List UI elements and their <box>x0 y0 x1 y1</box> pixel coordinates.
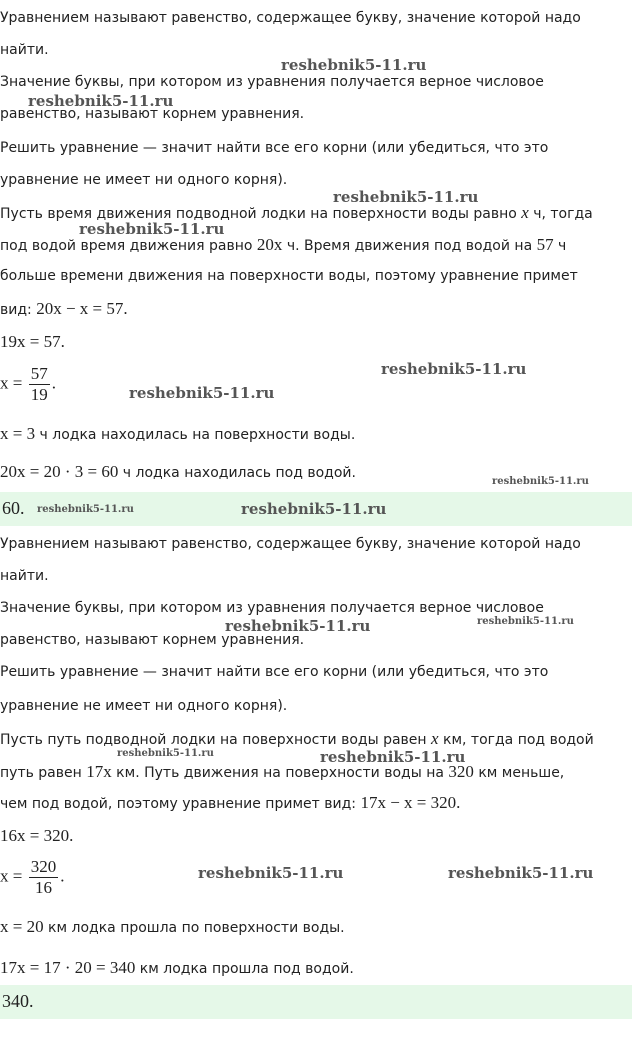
math-var: x <box>521 203 529 222</box>
text: ч лодка находилась под водой. <box>118 465 356 481</box>
watermark: reshebnik5-11.ru <box>320 748 466 766</box>
definition-root-cont: равенство, называют корнем уравнения. <box>0 106 305 122</box>
result-line-2 <box>0 462 356 482</box>
definition-root: Значение буквы, при котором из уравнения получается верное числовое <box>0 74 544 90</box>
text: ч. Время движения под водой на <box>282 238 537 254</box>
text: ч <box>553 238 567 254</box>
watermark: reshebnik5-11.ru <box>117 748 214 759</box>
text: чем под водой, поэтому уравнение примет вид: <box>0 796 361 812</box>
text: Пусть время движения подводной лодки на поверхности воды равно <box>0 206 522 222</box>
math-expr: 20x = 20 · 3 = 60 <box>0 462 119 481</box>
definition-equation-cont: найти. <box>0 568 49 584</box>
math-lhs: x = <box>0 866 23 886</box>
watermark: reshebnik5-11.ru <box>79 220 225 238</box>
math-number: 320 <box>448 762 474 781</box>
definition-equation-cont: найти. <box>0 42 49 58</box>
fraction-numerator: 57 <box>30 364 48 383</box>
definition-solve-cont: уравнение не имеет ни одного корня). <box>0 172 288 188</box>
math-expr: x = 20 <box>0 917 44 936</box>
result-line-1 <box>0 424 355 444</box>
watermark: reshebnik5-11.ru <box>241 500 387 518</box>
equation-step-1: 19x = 57. <box>0 332 65 351</box>
definition-solve: Решить уравнение — значит найти все его корни (или убедиться, что это <box>0 664 549 680</box>
watermark: reshebnik5-11.ru <box>448 864 594 882</box>
equation-step-2 <box>0 857 65 898</box>
text: км лодка прошла под водой. <box>135 961 354 977</box>
problem-line-1 <box>0 729 594 749</box>
watermark: reshebnik5-11.ru <box>198 864 344 882</box>
fraction-denominator: 16 <box>35 878 53 897</box>
math-expr: 17x = 17 · 20 = 340 <box>0 958 136 977</box>
text: км меньше, <box>473 765 565 781</box>
problem-line-4 <box>0 299 128 319</box>
watermark: reshebnik5-11.ru <box>225 617 371 635</box>
problem-line-3 <box>0 793 460 813</box>
math-equation: 17x − x = 320. <box>360 793 461 812</box>
problem-line-3: больше времени движения на поверхности воды, поэтому уравнение примет <box>0 268 578 284</box>
watermark: reshebnik5-11.ru <box>333 188 479 206</box>
watermark: reshebnik5-11.ru <box>28 92 174 110</box>
answer-box <box>0 985 632 1019</box>
text: ч лодка находилась на поверхности воды. <box>35 427 356 443</box>
problem-line-2 <box>0 235 566 255</box>
watermark: reshebnik5-11.ru <box>381 360 527 378</box>
answer-value: 340. <box>2 991 34 1011</box>
math-period: . <box>51 373 57 393</box>
fraction-denominator: 19 <box>30 385 48 404</box>
watermark: reshebnik5-11.ru <box>129 384 275 402</box>
equation-step-1: 16x = 320. <box>0 826 74 845</box>
definition-root: Значение буквы, при котором из уравнения получается верное числовое <box>0 600 544 616</box>
definition-solve: Решить уравнение — значит найти все его корни (или убедиться, что это <box>0 140 549 156</box>
definition-root-cont: равенство, называют корнем уравнения. <box>0 632 305 648</box>
text: под водой время движения равно <box>0 238 257 254</box>
fraction-numerator: 320 <box>30 857 57 876</box>
definition-equation: Уравнением называют равенство, содержащее букву, значение которой надо <box>0 536 581 552</box>
result-line-2 <box>0 958 354 978</box>
math-var: x <box>431 729 439 748</box>
math-lhs: x = <box>0 373 23 393</box>
text: км, тогда под водой <box>438 732 594 748</box>
text: км. Путь движения на поверхности воды на <box>111 765 449 781</box>
watermark: reshebnik5-11.ru <box>281 56 427 74</box>
math-number: 57 <box>536 235 554 254</box>
text: км лодка прошла по поверхности воды. <box>43 920 345 936</box>
equation-step-2 <box>0 364 56 405</box>
fraction <box>29 857 59 898</box>
text: вид: <box>0 302 37 318</box>
definition-equation: Уравнением называют равенство, содержащее букву, значение которой надо <box>0 10 581 26</box>
text: Пусть путь подводной лодки на поверхности воды равен <box>0 732 432 748</box>
answer-value: 60. <box>2 498 25 518</box>
math-expr: 20x <box>256 235 283 254</box>
problem-line-2 <box>0 762 564 782</box>
result-line-1 <box>0 917 345 937</box>
math-expr: x = 3 <box>0 424 36 443</box>
fraction <box>29 364 50 405</box>
text: ч, тогда <box>528 206 593 222</box>
watermark: reshebnik5-11.ru <box>492 476 589 487</box>
math-equation: 20x − x = 57. <box>36 299 128 318</box>
watermark: reshebnik5-11.ru <box>37 504 134 515</box>
math-expr: 17x <box>86 762 112 781</box>
definition-solve-cont: уравнение не имеет ни одного корня). <box>0 698 288 714</box>
math-period: . <box>60 866 65 886</box>
watermark: reshebnik5-11.ru <box>477 616 574 627</box>
text: путь равен <box>0 765 87 781</box>
